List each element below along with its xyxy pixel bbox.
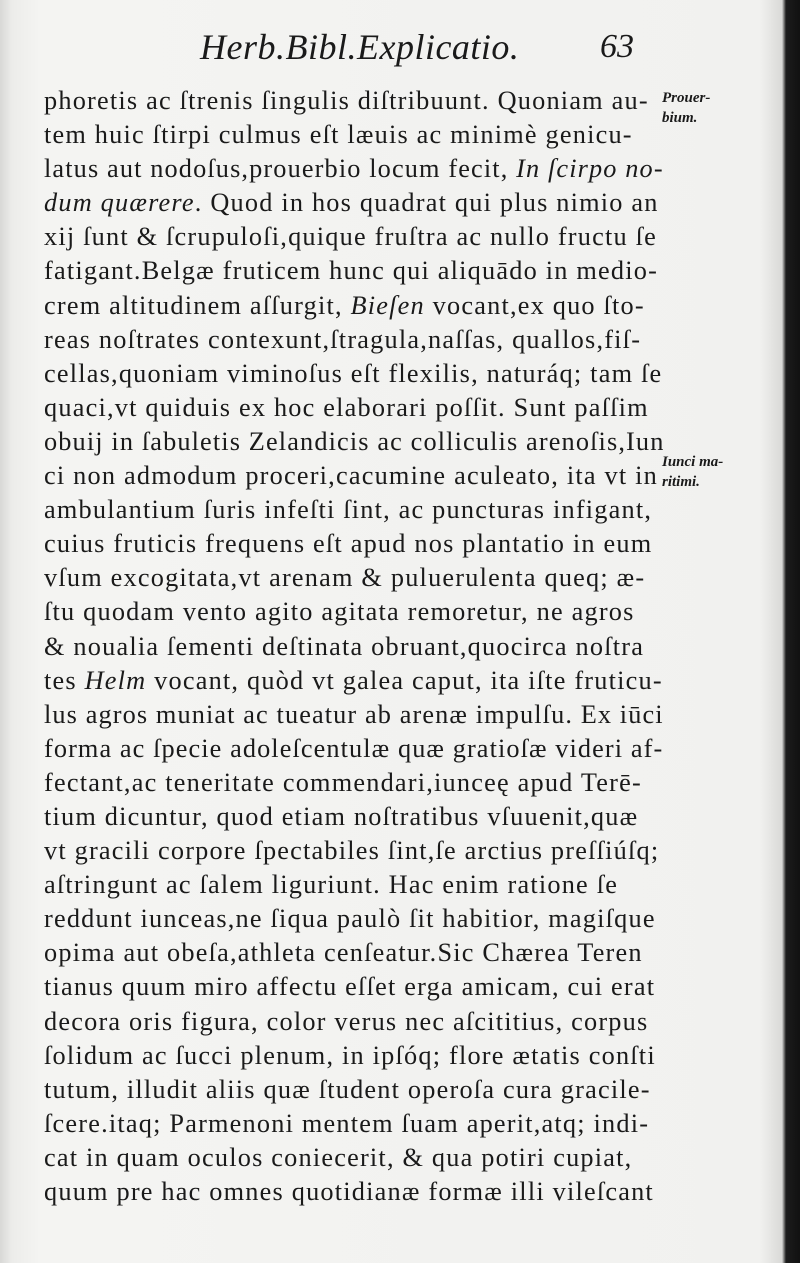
text-line: tem huic ſtirpi culmus eſt læuis ac minimè genicu-	[44, 120, 633, 150]
text-line: vſum excogitata,vt arenam & puluerulenta queq; æ-	[44, 563, 646, 593]
text-line: fatigant.Belgæ fruticem hunc qui aliquādo in medio-	[44, 256, 659, 286]
text-line: opima aut obeſa,athleta cenſeatur.Sic Chærea Teren	[44, 938, 643, 968]
margin-note-line: bium.	[662, 110, 698, 126]
text-line: ſcere.itaq; Parmenoni mentem ſuam aperit,atq; indi-	[44, 1108, 650, 1138]
text-line	[44, 186, 664, 220]
margin-note-iunci	[662, 452, 723, 492]
text-segment: crem altitudinem aſſurgit,	[44, 290, 351, 320]
text-line: ambulantium ſuris infeſti ſint, ac puncturas infigant,	[44, 495, 653, 525]
margin-note-line: Prouer-	[662, 90, 711, 106]
margin-note-proverb	[662, 88, 710, 128]
text-line: phoretis ac ſtrenis ſingulis diſtribuunt. Quoniam au-	[44, 86, 649, 115]
text-line: quaci,vt quiduis ex hoc elaborari poſſit. Sunt paſſim	[44, 392, 649, 422]
text-line: tianus quum miro affectu eſſet erga amicam, cui erat	[44, 972, 656, 1002]
text-line: quum pre hac omnes quotidianæ formæ illi vileſcant	[44, 1177, 654, 1206]
text-line: decora oris figura, color verus nec aſcititius, corpus	[44, 1006, 649, 1036]
text-line: cat in quam oculos coniecerit, & qua potiri cupiat,	[44, 1142, 633, 1172]
margin-note-line: ritimi.	[662, 474, 700, 490]
text-line: reddunt iunceas,ne ſiqua paulò ſit habitior, magiſque	[44, 904, 656, 934]
text-line: xij ſunt & ſcrupuloſi,quique fruſtra ac nullo fructu ſe	[44, 222, 657, 252]
margin-note-line: Iunci ma-	[662, 454, 724, 470]
italic-word: Bieſen	[350, 290, 425, 320]
body-text	[44, 84, 664, 1209]
running-title: Herb.Bibl.Explicatio.	[200, 27, 520, 67]
page-header	[0, 22, 800, 72]
text-line: ci non admodum proceri,cacumine aculeato, ita vt in	[44, 461, 658, 491]
text-segment: vocant,ex quo ſto-	[424, 290, 645, 320]
text-line: fectant,ac teneritate commendari,iunceę apud Terē-	[44, 767, 642, 797]
text-line: cuius fruticis frequens eſt apud nos plantatio in eum	[44, 529, 653, 559]
text-line	[44, 152, 664, 186]
text-line: lus agros muniat ac tueatur ab arenæ impulſu. Ex iūci	[44, 699, 664, 729]
text-line: vt gracili corpore ſpectabiles ſint,ſe arctius preſſiúſq;	[44, 836, 660, 866]
text-line: & noualia ſementi deſtinata obruant,quocirca noſtra	[44, 631, 645, 661]
italic-proverb: dum quærere	[44, 188, 195, 218]
text-line: aſtringunt ac ſalem liguriunt. Hac enim ratione ſe	[44, 870, 619, 900]
text-line: cellas,quoniam viminoſus eſt flexilis, naturáq; tam ſe	[44, 358, 663, 388]
italic-proverb: In ſcirpo no-	[516, 154, 664, 184]
text-line: reas noſtrates contexunt,ſtragula,naſſas, quallos,fiſ-	[44, 324, 642, 354]
text-line: ſtu quodam vento agito agitata remoretur, ne agros	[44, 597, 635, 627]
text-line	[44, 664, 664, 698]
text-line	[44, 289, 664, 323]
text-line: forma ac ſpecie adoleſcentulæ quæ gratioſæ videri af-	[44, 733, 664, 763]
italic-word: Helm	[84, 665, 147, 695]
text-segment: . Quod in hos quadrat qui plus nimio an	[194, 188, 659, 218]
text-line: obuij in ſabuletis Zelandicis ac colliculis arenoſis,Iun	[44, 426, 665, 456]
text-line: ſolidum ac ſucci plenum, in ipſóq; flore ætatis conſti	[44, 1040, 656, 1070]
text-segment: latus aut nodoſus,prouerbio locum fecit,	[44, 154, 517, 184]
text-segment: tes	[44, 665, 85, 695]
page-number: 63	[600, 28, 634, 65]
text-line: tium dicuntur, quod etiam noſtratibus vſuuenit,quæ	[44, 801, 639, 831]
text-segment: vocant, quòd vt galea caput, ita iſte fruticu-	[146, 665, 663, 695]
text-line: tutum, illudit aliis quæ ſtudent operoſa cura gracile-	[44, 1074, 651, 1104]
